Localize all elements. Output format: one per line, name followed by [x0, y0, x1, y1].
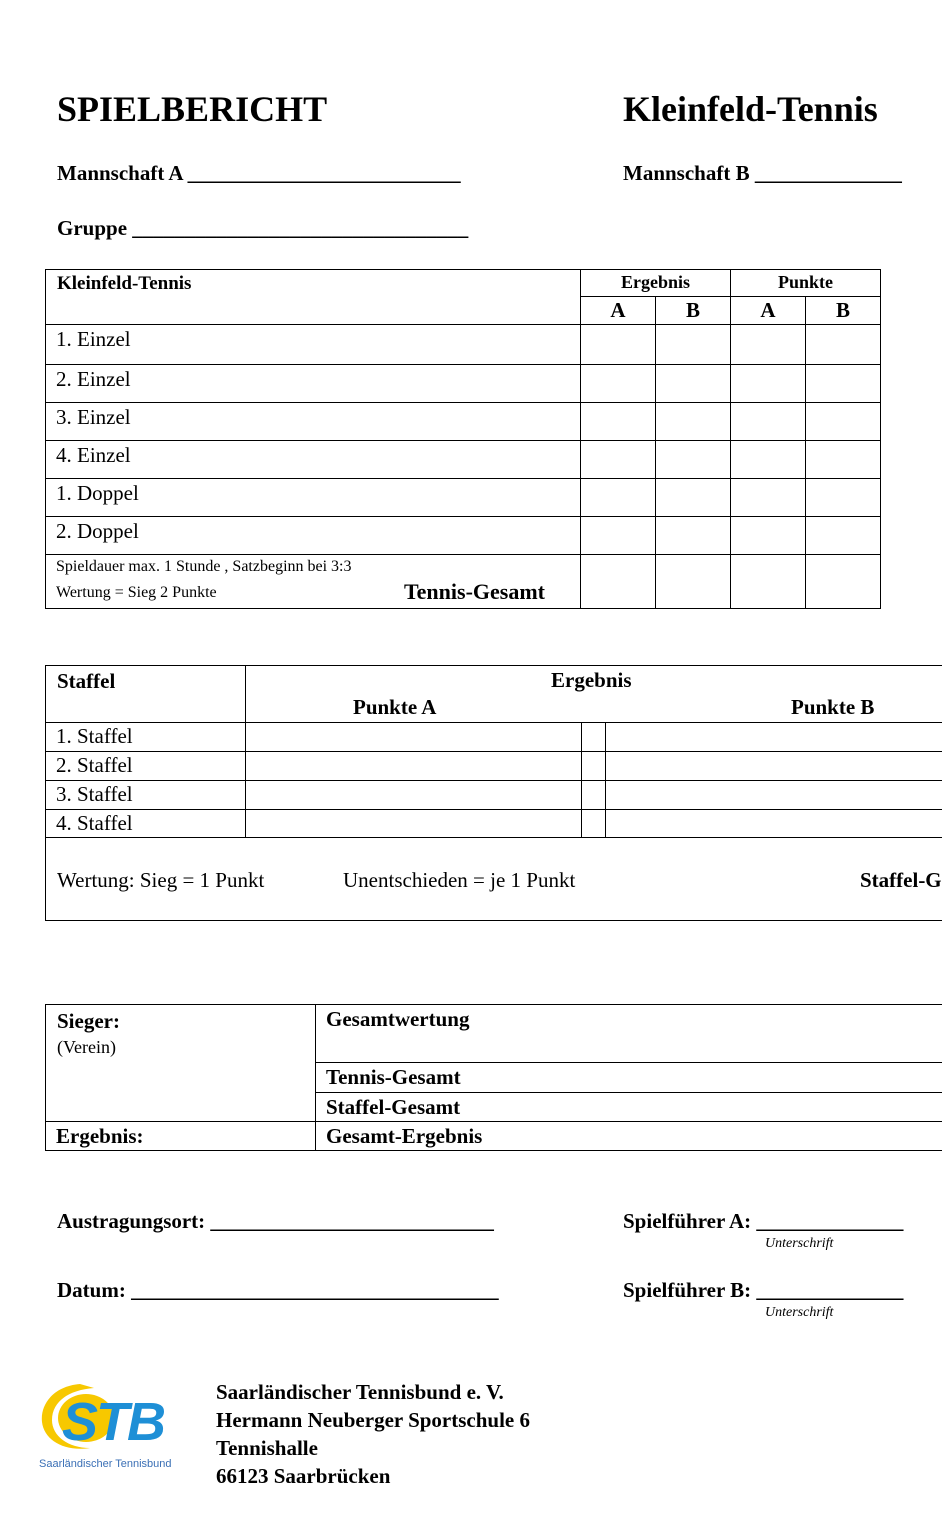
- result-a-cell[interactable]: [581, 479, 656, 517]
- points-b-cell[interactable]: [806, 365, 881, 403]
- relay-separator-cell: [582, 781, 606, 810]
- tennis-result-b: B: [656, 297, 731, 325]
- result-b-cell[interactable]: [656, 479, 731, 517]
- winner-table: [45, 1004, 942, 1151]
- org-name: Saarländischer Tennisbund e. V.: [216, 1380, 504, 1404]
- org-hall: Tennishalle: [216, 1436, 318, 1460]
- tennis-points-header: Punkte: [731, 270, 881, 297]
- relay-result-label: Ergebnis: [551, 668, 632, 692]
- result-b-cell[interactable]: [656, 441, 731, 479]
- overall-result-label: Gesamt-Ergebnis: [316, 1122, 942, 1151]
- result-a-cell[interactable]: [581, 555, 656, 609]
- points-b-cell[interactable]: [806, 441, 881, 479]
- result-b-cell[interactable]: [656, 325, 731, 365]
- winner-label: Sieger:: [57, 1009, 120, 1033]
- tennis-footer: [46, 555, 581, 609]
- points-b-cell[interactable]: [806, 325, 881, 365]
- points-a-cell[interactable]: [731, 517, 806, 555]
- winner-cell[interactable]: [46, 1005, 316, 1122]
- result-a-cell[interactable]: [581, 441, 656, 479]
- relay-points-a-cell[interactable]: [246, 752, 582, 781]
- tennis-row-label: 1. Einzel: [46, 325, 581, 365]
- relay-points-b-cell[interactable]: [606, 781, 942, 810]
- captain-a-field[interactable]: Spielführer A: ______________: [623, 1209, 904, 1233]
- relay-points-a-label: Punkte A: [353, 695, 437, 719]
- relay-points-a-cell[interactable]: [246, 781, 582, 810]
- tennis-total-label: Tennis-Gesamt: [404, 579, 545, 604]
- relay-row-label: 1. Staffel: [46, 723, 246, 752]
- tennis-rating-note: Wertung = Sieg 2 Punkte: [56, 584, 217, 601]
- points-a-cell[interactable]: [731, 403, 806, 441]
- relay-total-label: Staffel-G: [860, 868, 942, 892]
- relay-points-b-cell[interactable]: [606, 723, 942, 752]
- points-a-cell[interactable]: [731, 365, 806, 403]
- relay-points-a-cell[interactable]: [246, 723, 582, 752]
- relay-points-b-cell[interactable]: [606, 810, 942, 838]
- tennis-row-label: 2. Doppel: [46, 517, 581, 555]
- overall-rating-label: Gesamtwertung: [316, 1005, 942, 1063]
- points-a-cell[interactable]: [731, 441, 806, 479]
- result-a-cell[interactable]: [581, 403, 656, 441]
- tennis-result-header: Ergebnis: [581, 270, 731, 297]
- result-a-cell[interactable]: [581, 365, 656, 403]
- result-label: Ergebnis:: [46, 1122, 316, 1151]
- address-block: [216, 1378, 530, 1490]
- relay-points-a-cell[interactable]: [246, 810, 582, 838]
- result-a-cell[interactable]: [581, 325, 656, 365]
- relay-footer: [46, 838, 942, 921]
- stb-logo: [34, 1378, 182, 1474]
- relay-row-label: 3. Staffel: [46, 781, 246, 810]
- result-b-cell[interactable]: [656, 365, 731, 403]
- team-b-field[interactable]: Mannschaft B ______________: [623, 161, 902, 185]
- points-b-cell[interactable]: [806, 403, 881, 441]
- relay-rating-note: Wertung: Sieg = 1 Punkt: [57, 868, 265, 892]
- result-b-cell[interactable]: [656, 555, 731, 609]
- tennis-table-title: Kleinfeld-Tennis: [46, 270, 581, 325]
- tennis-row-label: 2. Einzel: [46, 365, 581, 403]
- page-title: SPIELBERICHT: [57, 89, 328, 129]
- tennis-points-a: A: [731, 297, 806, 325]
- stb-logo-mark: [34, 1378, 182, 1456]
- points-b-cell[interactable]: [806, 479, 881, 517]
- result-a-cell[interactable]: [581, 517, 656, 555]
- relay-row-label: 4. Staffel: [46, 810, 246, 838]
- page-subtitle: Kleinfeld-Tennis: [623, 89, 878, 129]
- tennis-row-label: 1. Doppel: [46, 479, 581, 517]
- org-city: 66123 Saarbrücken: [216, 1464, 391, 1488]
- tennis-duration-note: Spieldauer max. 1 Stunde , Satzbeginn bei 3:3: [56, 558, 352, 575]
- tennis-row-label: 3. Einzel: [46, 403, 581, 441]
- relay-separator-cell: [582, 752, 606, 781]
- tennis-result-a: A: [581, 297, 656, 325]
- relay-table-title: Staffel: [46, 666, 246, 723]
- group-field[interactable]: Gruppe ________________________________: [57, 216, 469, 240]
- relay-row-label: 2. Staffel: [46, 752, 246, 781]
- relay-result-header: [246, 666, 942, 723]
- points-b-cell[interactable]: [806, 555, 881, 609]
- relay-separator-cell: [582, 810, 606, 838]
- points-b-cell[interactable]: [806, 517, 881, 555]
- date-field[interactable]: Datum: ___________________________________: [57, 1278, 499, 1302]
- tennis-table: [45, 269, 881, 609]
- org-street: Hermann Neuberger Sportschule 6: [216, 1408, 531, 1432]
- relay-points-b-label: Punkte B: [791, 695, 875, 719]
- tennis-row-label: 4. Einzel: [46, 441, 581, 479]
- tennis-total-row: Tennis-Gesamt: [316, 1063, 942, 1093]
- relay-total-row: Staffel-Gesamt: [316, 1093, 942, 1122]
- captain-b-field[interactable]: Spielführer B: ______________: [623, 1278, 904, 1302]
- venue-field[interactable]: Austragungsort: ___________________________: [57, 1209, 494, 1233]
- result-b-cell[interactable]: [656, 517, 731, 555]
- logo-text: STB: [62, 1392, 164, 1452]
- relay-draw-note: Unentschieden = je 1 Punkt: [343, 868, 576, 892]
- signature-b-caption: Unterschrift: [765, 1305, 834, 1320]
- tennis-points-b: B: [806, 297, 881, 325]
- logo-caption: Saarländischer Tennisbund: [39, 1458, 172, 1470]
- club-label: (Verein): [57, 1037, 116, 1057]
- points-a-cell[interactable]: [731, 325, 806, 365]
- points-a-cell[interactable]: [731, 479, 806, 517]
- team-a-field[interactable]: Mannschaft A __________________________: [57, 161, 461, 185]
- points-a-cell[interactable]: [731, 555, 806, 609]
- relay-table: [45, 665, 942, 921]
- relay-points-b-cell[interactable]: [606, 752, 942, 781]
- result-b-cell[interactable]: [656, 403, 731, 441]
- relay-separator-cell: [582, 723, 606, 752]
- signature-a-caption: Unterschrift: [765, 1236, 834, 1251]
